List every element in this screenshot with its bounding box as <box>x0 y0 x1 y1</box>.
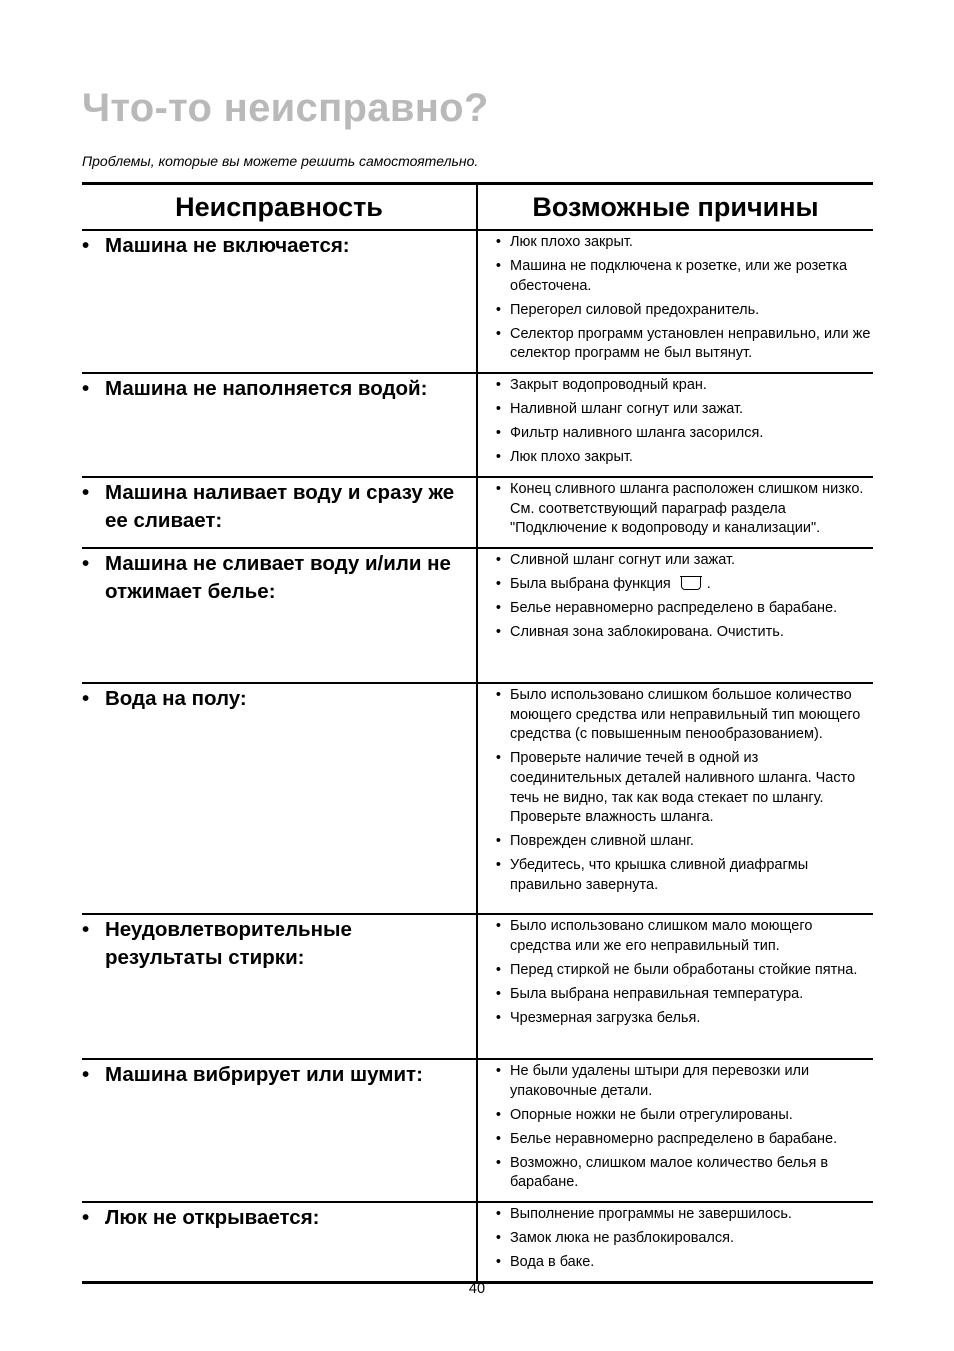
list-item: • Машина не подключена к розетке, или же розетка обесточена. <box>478 257 873 296</box>
list-item: • Убедитесь, что крышка сливной диафрагмы правильно завернута. <box>478 856 873 895</box>
bullet-icon: • <box>495 301 501 318</box>
drum-icon <box>681 576 701 590</box>
causes-list <box>478 684 873 904</box>
table-row <box>82 230 873 373</box>
fault-cell <box>82 373 477 477</box>
bullet-icon: • <box>495 961 501 978</box>
table-row <box>82 477 873 548</box>
table-row <box>82 548 873 683</box>
bullet-icon: • <box>495 687 501 704</box>
problem-text: • Неудовлетворительные результаты стирки: <box>82 915 476 972</box>
fault-cell <box>82 1059 477 1202</box>
bullet-icon: • <box>495 1106 501 1123</box>
bullet-icon: • <box>495 576 501 593</box>
list-item: • Люк плохо закрыт. <box>478 448 873 468</box>
list-item: • Была выбрана неправильная температура. <box>478 985 873 1005</box>
page-title: Что-то неисправно? <box>82 86 489 130</box>
list-item: • Люк плохо закрыт. <box>478 233 873 253</box>
bullet-icon: • <box>495 857 501 874</box>
list-item: • Сливная зона заблокирована. Очистить. <box>478 623 873 643</box>
bullet-icon: • <box>495 234 501 250</box>
list-item: • Проверьте наличие течей в одной из соединительных деталей наливного шланга. Часто течь не видно, так как вода стекает по шлангу. Проверьте влажность шланга. <box>478 749 873 827</box>
causes-list <box>478 478 873 547</box>
bullet-icon: • <box>495 449 501 466</box>
list-item: • Чрезмерная загрузка белья. <box>478 1009 873 1029</box>
bullet-icon: • <box>82 234 90 257</box>
fault-cell <box>82 914 477 1059</box>
fault-cell <box>82 1202 477 1282</box>
bullet-icon: • <box>495 425 501 442</box>
bullet-icon: • <box>495 750 501 767</box>
bullet-icon: • <box>82 481 90 505</box>
causes-list <box>478 915 873 1037</box>
bullet-icon: • <box>82 552 90 576</box>
list-item: • Фильтр наливного шланга засорился. <box>478 424 873 444</box>
bullet-icon: • <box>495 1254 501 1271</box>
bullet-icon: • <box>495 1009 501 1026</box>
problem-text: • Машина вибрирует или шумит: <box>82 1060 476 1089</box>
list-item: • Было использовано слишком мало моющего средства или же его неправильный тип. <box>478 917 873 956</box>
bullet-icon: • <box>82 1206 90 1230</box>
bullet-icon: • <box>495 481 501 498</box>
bullet-icon: • <box>495 1154 501 1171</box>
bullet-icon: • <box>82 377 90 401</box>
fault-cell <box>82 683 477 914</box>
list-item: • Выполнение программы не завершилось. <box>478 1205 873 1225</box>
causes-cell <box>477 548 873 683</box>
table-header-row <box>82 184 873 231</box>
list-item: • Наливной шланг согнут или зажат. <box>478 400 873 420</box>
fault-cell <box>82 477 477 548</box>
causes-list <box>478 1203 873 1281</box>
bullet-icon: • <box>495 985 501 1002</box>
troubleshooting-table <box>82 182 873 1284</box>
causes-cell <box>477 373 873 477</box>
list-item: • Сливной шланг согнут или зажат. <box>478 551 873 571</box>
list-item: • Не были удалены штыри для перевозки или упаковочные детали. <box>478 1062 873 1101</box>
bullet-icon: • <box>495 377 501 394</box>
bullet-icon: • <box>495 401 501 418</box>
causes-cell <box>477 683 873 914</box>
list-item: • Конец сливного шланга расположен слишком низко. См. соответствующий параграф раздела "Подключение к водопроводу и канализации". <box>478 480 873 539</box>
problem-text: • Машина не включается: <box>82 231 476 260</box>
problem-text: • Люк не открывается: <box>82 1203 476 1232</box>
causes-cell <box>477 1059 873 1202</box>
list-item: • Закрыт водопроводный кран. <box>478 376 873 396</box>
table-row <box>82 373 873 477</box>
header-fault: Неисправность <box>82 184 477 231</box>
list-item: • Белье неравномерно распределено в барабане. <box>478 1130 873 1150</box>
page-subtitle: Проблемы, которые вы можете решить самостоятельно. <box>82 153 479 169</box>
causes-cell <box>477 914 873 1059</box>
bullet-icon: • <box>495 600 501 617</box>
bullet-icon: • <box>82 1063 90 1087</box>
list-item: • Перед стиркой не были обработаны стойкие пятна. <box>478 961 873 981</box>
list-item: • Возможно, слишком малое количество белья в барабане. <box>478 1154 873 1193</box>
bullet-icon: • <box>82 918 90 942</box>
list-item: • Было использовано слишком большое количество моющего средства или неправильный тип моющего средства (с повышенным пенообразованием). <box>478 686 873 745</box>
causes-list <box>478 374 873 476</box>
fault-cell <box>82 548 477 683</box>
list-item: • Замок люка не разблокировался. <box>478 1229 873 1249</box>
problem-text: • Вода на полу: <box>82 684 476 713</box>
causes-cell <box>477 230 873 373</box>
bullet-icon: • <box>495 325 501 342</box>
page-number: 40 <box>468 1281 486 1297</box>
causes-cell <box>477 1202 873 1282</box>
list-item: • Была выбрана функция . <box>478 575 873 595</box>
problem-text: • Машина не сливает воду и/или не отжимает белье: <box>82 549 476 606</box>
fault-cell <box>82 230 477 373</box>
list-item: • Селектор программ установлен неправильно, или же селектор программ не был вытянут. <box>478 325 873 364</box>
bullet-icon: • <box>495 1206 501 1223</box>
bullet-icon: • <box>495 918 501 935</box>
table-row <box>82 1202 873 1282</box>
bullet-icon: • <box>495 1063 501 1080</box>
list-item: • Белье неравномерно распределено в барабане. <box>478 599 873 619</box>
table-row <box>82 1059 873 1202</box>
bullet-icon: • <box>495 552 501 569</box>
causes-list <box>478 549 873 651</box>
bullet-icon: • <box>495 624 501 641</box>
causes-cell <box>477 477 873 548</box>
list-item: • Опорные ножки не были отрегулированы. <box>478 1106 873 1126</box>
table-row <box>82 914 873 1059</box>
list-item: • Перегорел силовой предохранитель. <box>478 301 873 321</box>
header-causes: Возможные причины <box>477 184 873 231</box>
list-item: • Вода в баке. <box>478 1253 873 1273</box>
list-item: • Поврежден сливной шланг. <box>478 832 873 852</box>
problem-text: • Машина не наполняется водой: <box>82 374 476 403</box>
bullet-icon: • <box>495 833 501 850</box>
bullet-icon: • <box>495 1230 501 1247</box>
causes-list <box>478 1060 873 1201</box>
problem-text: • Машина наливает воду и сразу же ее сливает: <box>82 478 476 535</box>
bullet-icon: • <box>82 687 90 711</box>
table-row <box>82 683 873 914</box>
bullet-icon: • <box>495 1130 501 1147</box>
causes-list <box>478 231 873 372</box>
bullet-icon: • <box>495 257 501 274</box>
